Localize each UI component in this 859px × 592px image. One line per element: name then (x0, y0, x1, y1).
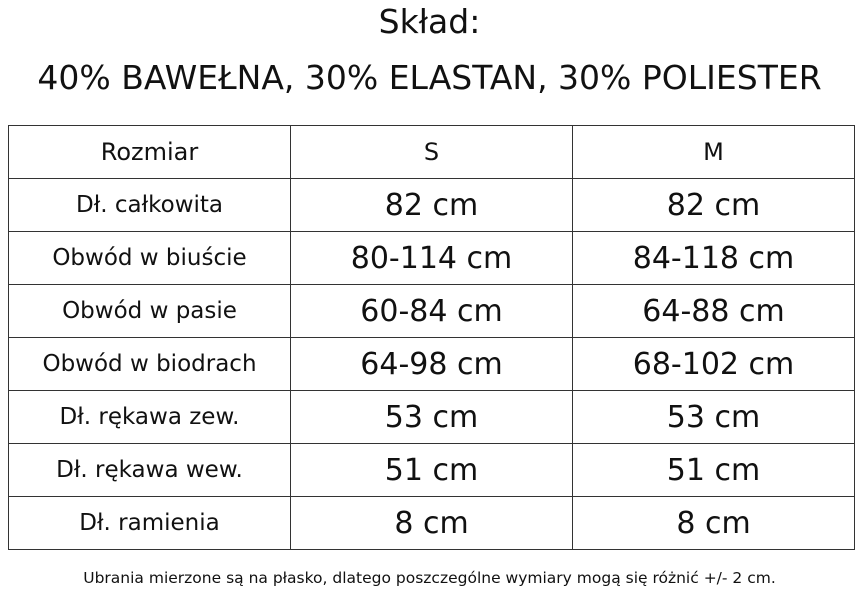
header-size-s: S (291, 126, 573, 179)
table-row (9, 179, 855, 232)
table-row (9, 232, 855, 285)
row-label: Obwód w pasie (9, 285, 291, 338)
composition-text: 40% BAWEŁNA, 30% ELASTAN, 30% POLIESTER (37, 58, 822, 97)
title-heading: Skład: (378, 2, 481, 41)
row-label: Obwód w biuście (9, 232, 291, 285)
value-m: 8 cm (573, 497, 855, 550)
table-row (9, 497, 855, 550)
value-m: 84-118 cm (573, 232, 855, 285)
row-label: Dł. całkowita (9, 179, 291, 232)
table-row (9, 444, 855, 497)
table-row (9, 338, 855, 391)
value-s: 8 cm (291, 497, 573, 550)
value-s: 80-114 cm (291, 232, 573, 285)
value-m: 82 cm (573, 179, 855, 232)
table-header-row (9, 126, 855, 179)
value-m: 68-102 cm (573, 338, 855, 391)
row-label: Obwód w biodrach (9, 338, 291, 391)
row-label: Dł. rękawa zew. (9, 391, 291, 444)
table-row (9, 285, 855, 338)
value-m: 64-88 cm (573, 285, 855, 338)
size-table (8, 125, 855, 550)
table-row (9, 391, 855, 444)
header-size-label: Rozmiar (9, 126, 291, 179)
value-s: 60-84 cm (291, 285, 573, 338)
header-size-m: M (573, 126, 855, 179)
value-s: 64-98 cm (291, 338, 573, 391)
value-s: 82 cm (291, 179, 573, 232)
value-m: 51 cm (573, 444, 855, 497)
row-label: Dł. rękawa wew. (9, 444, 291, 497)
value-s: 53 cm (291, 391, 573, 444)
value-m: 53 cm (573, 391, 855, 444)
row-label: Dł. ramienia (9, 497, 291, 550)
measurement-footnote: Ubrania mierzone są na płasko, dlatego poszczególne wymiary mogą się różnić +/- 2 cm. (83, 569, 776, 587)
value-s: 51 cm (291, 444, 573, 497)
